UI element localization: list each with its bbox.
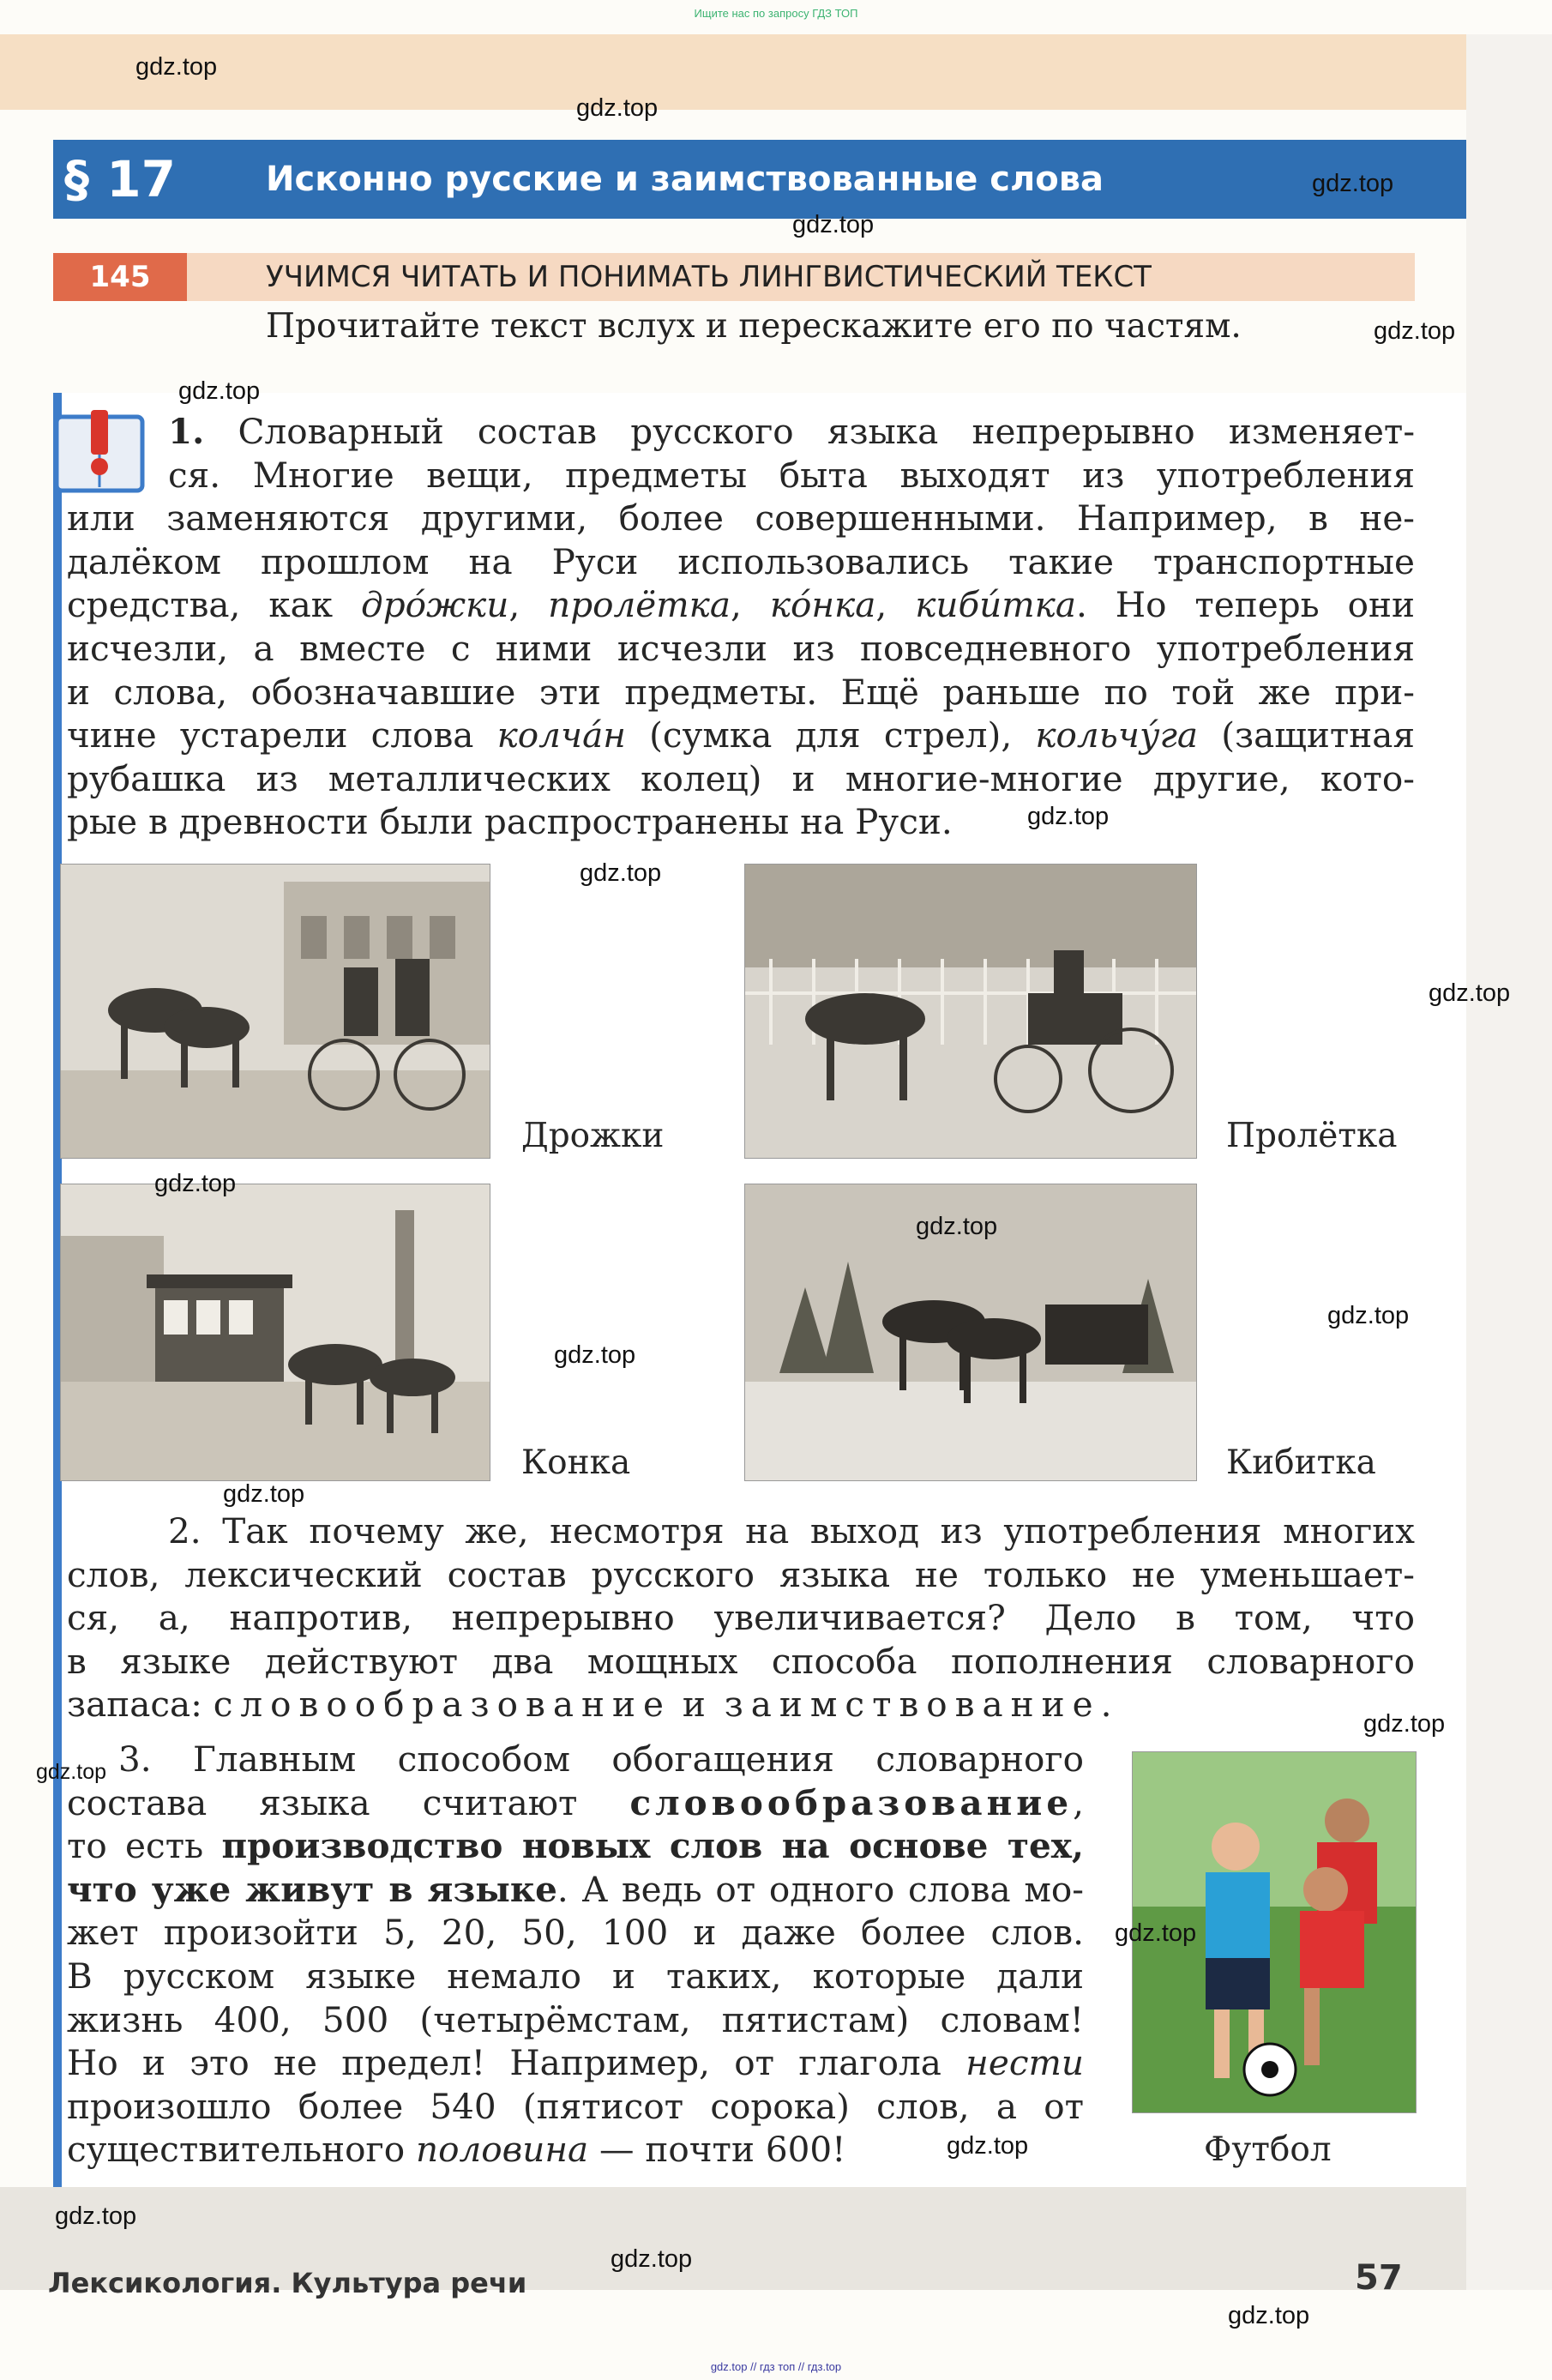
paragraph-2 <box>67 1509 1415 1726</box>
watermark: gdz.top <box>223 1480 305 1508</box>
text-line: Но и это не предел! Например, от глагола нести <box>67 2042 1084 2084</box>
text-line: В русском языке немало и таких, которые дали <box>67 1955 1084 1997</box>
text-line: запаса: словообразование и заимствование. <box>67 1684 1112 1726</box>
horse-carriage-engraving-icon <box>61 865 490 1158</box>
text-line: далёком прошлом на Руси использовались такие транспортные <box>67 540 1415 582</box>
watermark: gdz.top <box>611 2245 693 2273</box>
paragraph-3 <box>67 1738 1084 2172</box>
text-line: ся. Многие вещи, предметы быта выходят из употребления <box>168 454 1415 496</box>
page-number: 57 <box>1355 2258 1403 2298</box>
watermark: gdz.top <box>576 94 659 122</box>
text-line: произошло более 540 (пятисот сорока) слов, а от <box>67 2085 1084 2127</box>
caption-proletka: Пролётка <box>1226 1117 1398 1155</box>
watermark: gdz.top <box>154 1170 237 1197</box>
watermark: gdz.top <box>1327 1302 1410 1329</box>
search-hint: Ищите нас по запросу ГДЗ ТОП <box>694 7 858 20</box>
watermark: gdz.top <box>792 211 875 238</box>
watermark: gdz.top <box>580 859 662 887</box>
text-line: средства, как дро́жки, пролётка, ко́нка, киби́тка. Но теперь они <box>67 584 1415 626</box>
top-band <box>0 34 1466 110</box>
text-line: 2. Так почему же, несмотря на выход из употребления многих <box>168 1510 1415 1552</box>
watermark: gdz.top <box>1429 979 1511 1007</box>
proletka-image <box>744 864 1197 1159</box>
text-line: то есть производство новых слов на основе тех, <box>67 1825 1084 1867</box>
page-edge <box>1466 34 1552 2290</box>
horse-carriage-photo-icon <box>745 865 1196 1158</box>
exercise-instruction: Прочитайте текст вслух и перескажите его по частям. <box>266 307 1242 346</box>
watermark: gdz.top <box>1363 1710 1446 1738</box>
section-title: Исконно русские и заимствованные слова <box>266 160 1104 199</box>
caption-football: Футбол <box>1204 2130 1332 2169</box>
watermark: gdz.top <box>1115 1919 1197 1947</box>
watermark: gdz.top <box>916 1213 998 1240</box>
text-line: исчезли, а вместе с ними исчезли из повседневного употребления <box>67 627 1415 669</box>
konka-image <box>60 1184 490 1481</box>
watermark: gdz.top <box>947 2132 1029 2160</box>
caption-drozhki: Дрожки <box>521 1117 665 1155</box>
horse-tram-engraving-icon <box>61 1184 490 1480</box>
text-line: рубашка из металлических колец) и многие-многие другие, кото- <box>67 757 1415 799</box>
text-line: или заменяются другими, более совершенными. Например, в не- <box>67 497 1415 539</box>
text-line: 1. Словарный состав русского языка непрерывно изменяет- <box>168 411 1416 452</box>
watermark: gdz.top <box>55 2202 137 2230</box>
watermark: gdz.top <box>1374 317 1456 345</box>
footer-section: Лексикология. Культура речи <box>48 2267 527 2299</box>
watermark: gdz.top <box>135 53 218 81</box>
text-line: жет произойти 5, 20, 50, 100 и даже более слов. <box>67 1912 1084 1954</box>
watermark: gdz.top <box>36 1760 107 1784</box>
watermark: gdz.top <box>1312 170 1394 197</box>
text-line: рые в древности были распространены на Руси. <box>67 801 953 843</box>
text-line: 3. Главным способом обогащения словарного <box>118 1738 1084 1780</box>
exercise-number: 145 <box>53 253 187 301</box>
drozhki-image <box>60 864 490 1159</box>
watermark: gdz.top <box>554 1341 636 1369</box>
text-line: состава языка считают словообразование, <box>67 1781 1084 1823</box>
exercise-heading: УЧИМСЯ ЧИТАТЬ И ПОНИМАТЬ ЛИНГВИСТИЧЕСКИЙ ТЕКСТ <box>266 260 1152 294</box>
text-line: чине устарели слова колча́н (сумка для стрел), кольчу́га (защитная <box>67 714 1415 756</box>
watermark: gdz.top <box>178 377 261 405</box>
text-line: что уже живут в языке. А ведь от одного слова мо- <box>67 1868 1084 1910</box>
watermark: gdz.top <box>1228 2302 1310 2329</box>
text-line: слов, лексический состав русского языка не только не уменьшает- <box>67 1553 1415 1595</box>
text-line: в языке действуют два мощных способа пополнения словарного <box>67 1640 1415 1682</box>
paragraph-1 <box>67 410 1415 844</box>
caption-konka: Конка <box>521 1443 631 1482</box>
bottom-note: gdz.top // гдз топ // гдз.top <box>710 2360 842 2373</box>
text-line: ся, а, напротив, непрерывно увеличивается? Дело в том, что <box>67 1597 1415 1639</box>
caption-kibitka: Кибитка <box>1226 1443 1376 1482</box>
section-number: § 17 <box>64 150 176 208</box>
watermark: gdz.top <box>1027 803 1110 830</box>
text-line: существительного половина — почти 600! <box>67 2129 846 2171</box>
text-line: жизнь 400, 500 (четырёмстам, пятистам) словам! <box>67 1998 1084 2040</box>
text-line: и слова, обозначавшие эти предметы. Ещё раньше по той же при- <box>67 671 1415 713</box>
